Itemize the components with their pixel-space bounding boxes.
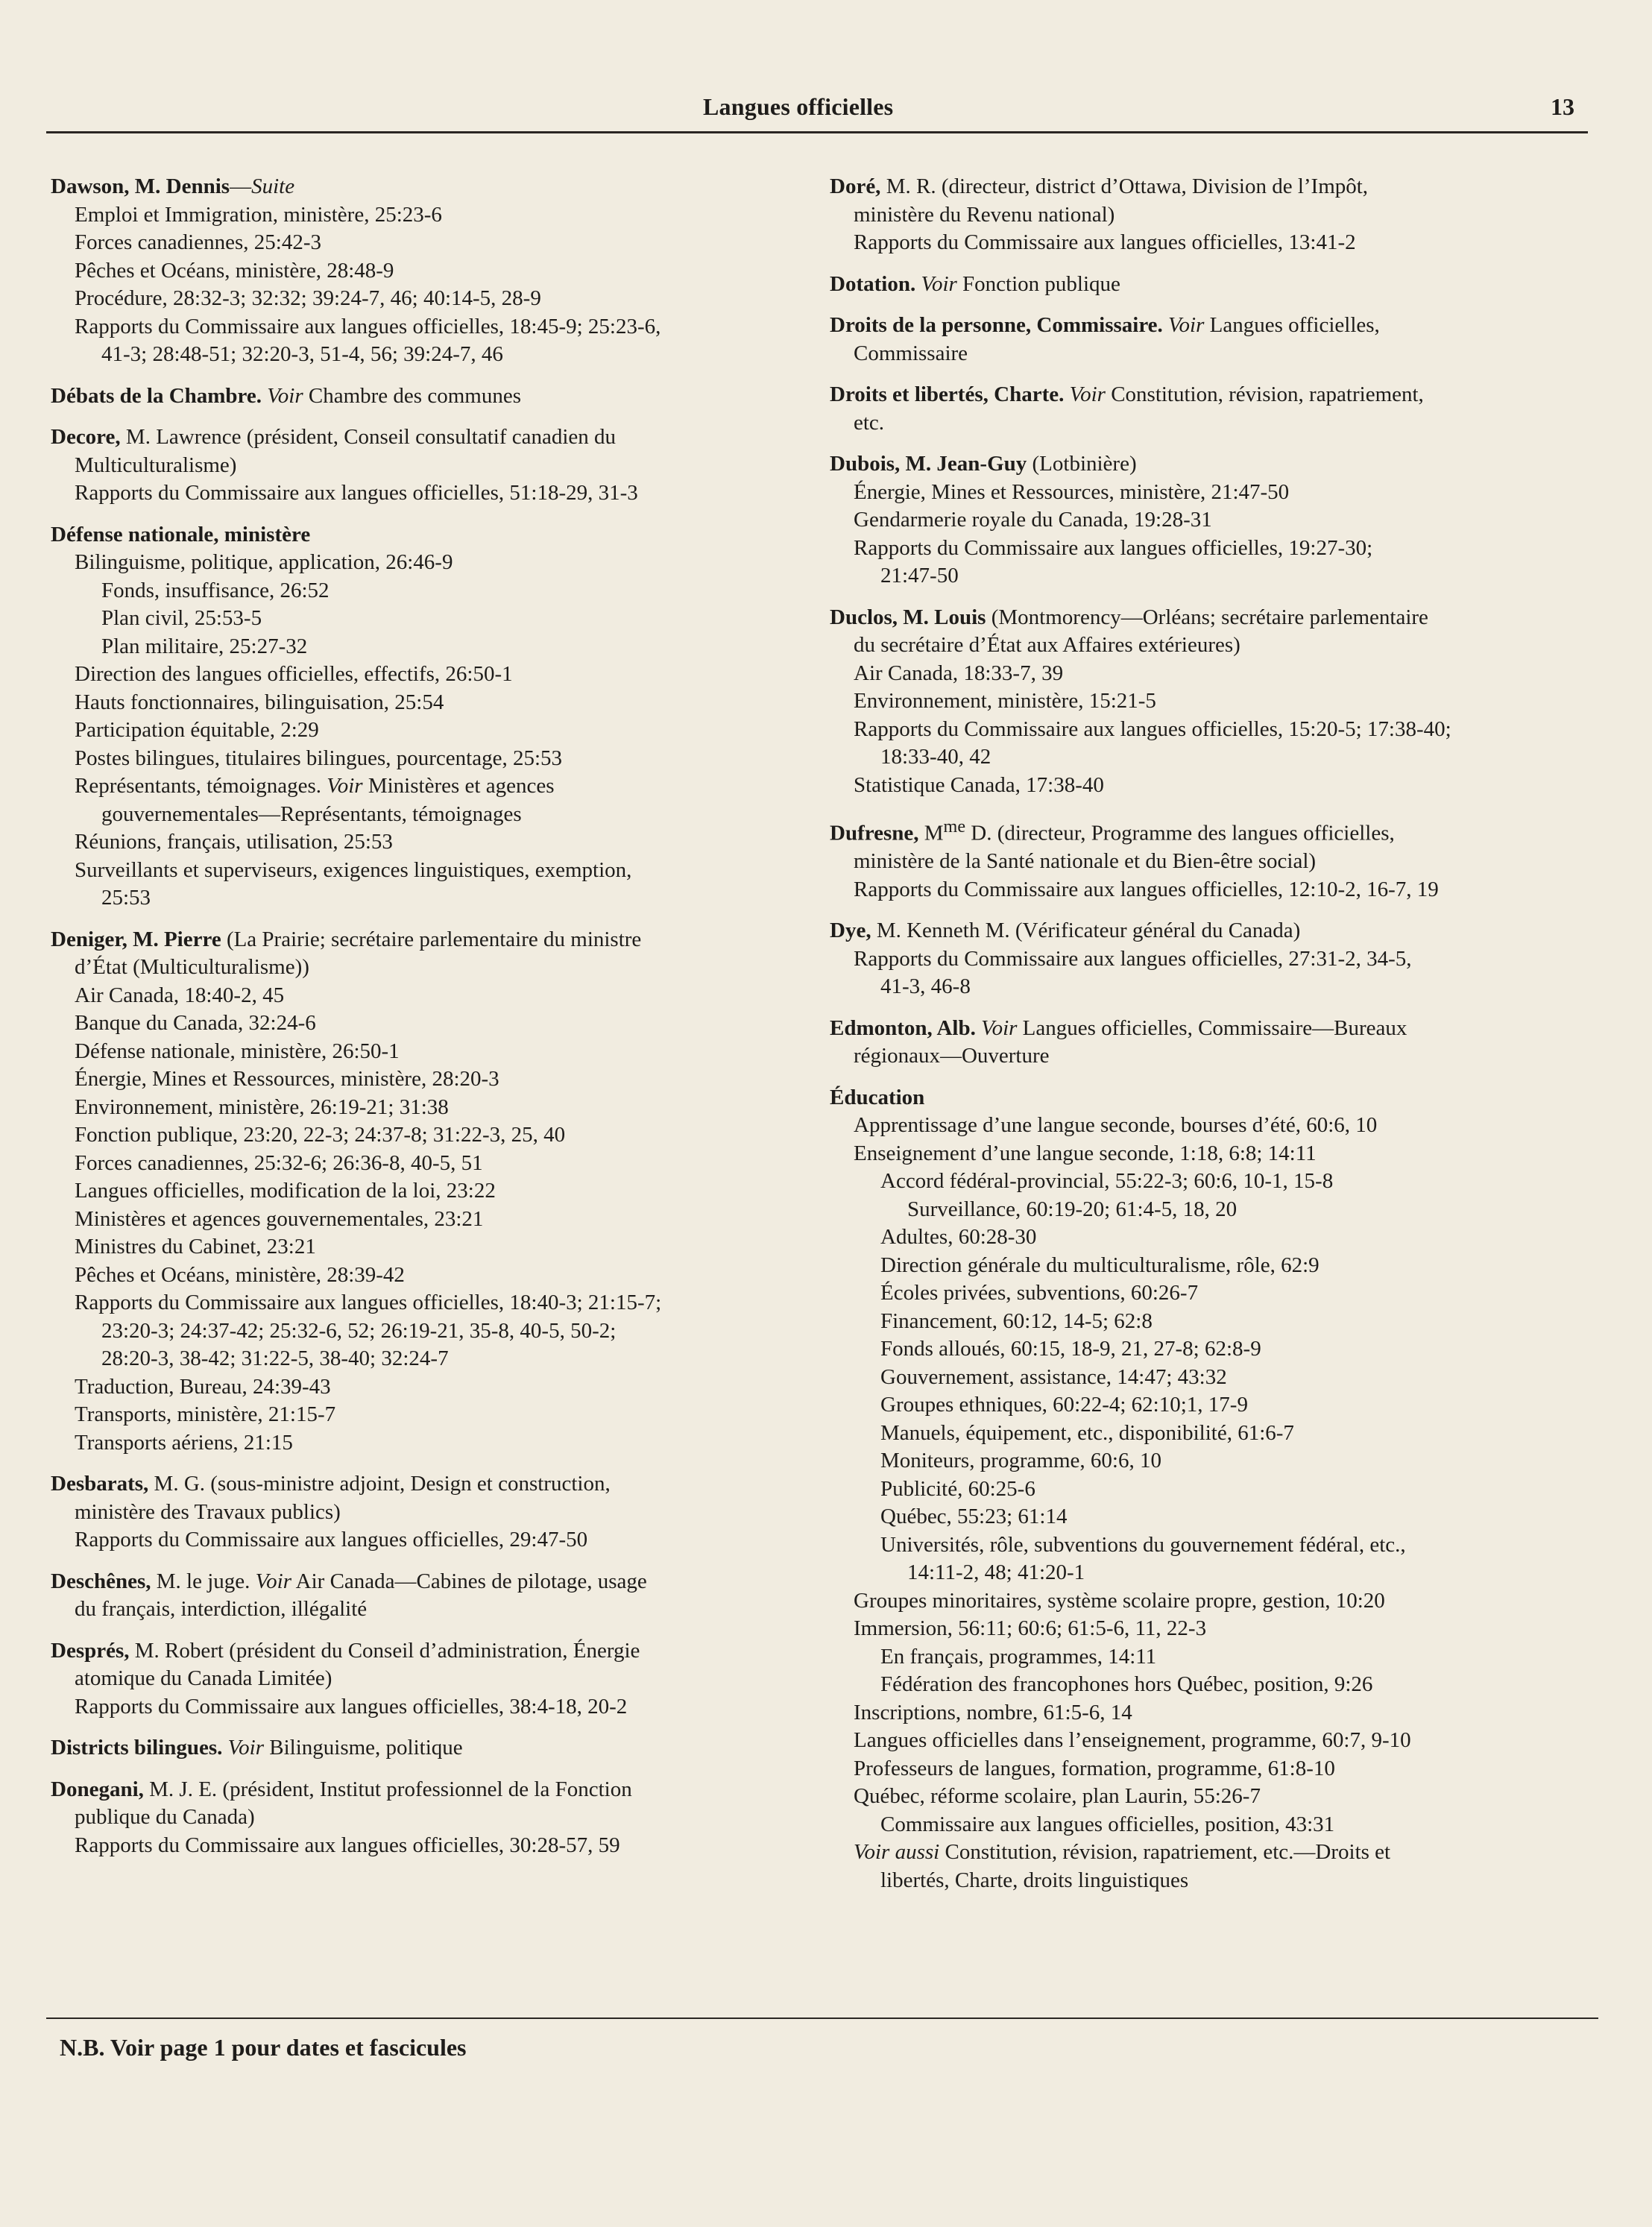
entry-subline: Fédération des francophones hors Québec, position, 9:26 (880, 1672, 1373, 1697)
entry-subline: Emploi et Immigration, ministère, 25:23-6 (75, 202, 442, 227)
entry-subline: Voir aussi Constitution, révision, rapatriement, etc.—Droits et (854, 1840, 1391, 1865)
entry-subline: Inscriptions, nombre, 61:5-6, 14 (854, 1700, 1132, 1724)
index-entry (830, 1084, 1583, 1895)
entry-subline: Adultes, 60:28-30 (880, 1225, 1037, 1250)
index-entry (830, 917, 1583, 1001)
index-entry (51, 1568, 796, 1624)
entry-subline: Air Canada, 18:40-2, 45 (75, 983, 285, 1007)
entry-subline: Multiculturalisme) (75, 453, 237, 477)
entry-subline: En français, programmes, 14:11 (880, 1644, 1157, 1669)
entry-subline: Pêches et Océans, ministère, 28:48-9 (75, 258, 394, 283)
entry-subline: Plan civil, 25:53-5 (101, 606, 262, 630)
index-entry (51, 926, 796, 1458)
entry-subline: Rapports du Commissaire aux langues officielles, 19:27-30; (854, 535, 1373, 560)
header-rule (46, 131, 1588, 133)
entry-subline: Transports, ministère, 21:15-7 (75, 1402, 336, 1426)
entry-heading: Droits de la personne, Commissaire. Voir Langues officielles, (830, 313, 1380, 337)
entry-subline: Rapports du Commissaire aux langues officielles, 13:41-2 (854, 230, 1356, 254)
footnote: N.B. Voir page 1 pour dates et fascicules (60, 2034, 467, 2061)
entry-subline: 14:11-2, 48; 41:20-1 (907, 1560, 1085, 1585)
entry-subline: Immersion, 56:11; 60:6; 61:5-6, 11, 22-3 (854, 1616, 1207, 1641)
entry-subline: Air Canada, 18:33-7, 39 (854, 661, 1064, 685)
entry-subline: 25:53 (101, 886, 151, 910)
index-entry (830, 173, 1583, 257)
entry-subline: Langues officielles dans l’enseignement, programme, 60:7, 9-10 (854, 1728, 1411, 1753)
entry-subline: Manuels, équipement, etc., disponibilité, 61:6-7 (880, 1420, 1294, 1445)
entry-subline: Énergie, Mines et Ressources, ministère, 21:47-50 (854, 479, 1290, 504)
entry-heading: Droits et libertés, Charte. Voir Constitution, révision, rapatriement, (830, 382, 1424, 406)
entry-subline: Fonds alloués, 60:15, 18-9, 21, 27-8; 62:8-9 (880, 1337, 1261, 1361)
entry-subline: Moniteurs, programme, 60:6, 10 (880, 1449, 1161, 1473)
entry-subline: Rapports du Commissaire aux langues officielles, 12:10-2, 16-7, 19 (854, 877, 1439, 901)
entry-subline: Procédure, 28:32-3; 32:32; 39:24-7, 46; 40:14-5, 28-9 (75, 286, 541, 310)
entry-subline: Québec, réforme scolaire, plan Laurin, 55:26-7 (854, 1784, 1261, 1809)
entry-subline: Forces canadiennes, 25:42-3 (75, 230, 321, 254)
footer-rule (46, 2017, 1598, 2019)
entry-heading: Dufresne, $M^{me}$ D. (directeur, Programme des langues officielles, (830, 816, 1395, 845)
index-entry (51, 1637, 796, 1722)
entry-heading: Dubois, M. Jean-Guy (Lotbinière) (830, 452, 1137, 476)
entry-subline: Groupes minoritaires, système scolaire propre, gestion, 10:20 (854, 1588, 1385, 1613)
running-title: Langues officielles (703, 93, 894, 120)
entry-subline: Statistique Canada, 17:38-40 (854, 772, 1104, 797)
entry-subline: etc. (854, 410, 885, 435)
entry-heading: Dawson, M. Dennis—Suite (51, 174, 295, 198)
entry-subline: publique du Canada) (75, 1805, 255, 1829)
entry-subline: 21:47-50 (880, 564, 959, 588)
entry-subline: Traduction, Bureau, 24:39-43 (75, 1374, 331, 1399)
entry-heading: Éducation (830, 1085, 925, 1109)
entry-heading: Donegani, M. J. E. (président, Institut professionnel de la Fonction (51, 1777, 632, 1801)
entry-subline: Rapports du Commissaire aux langues officielles, 51:18-29, 31-3 (75, 481, 638, 505)
entry-heading: Doré, M. R. (directeur, district d’Ottawa, Division de l’Impôt, (830, 174, 1369, 198)
index-column-right (830, 173, 1583, 1908)
entry-subline: libertés, Charte, droits linguistiques (880, 1868, 1189, 1892)
entry-subline: Rapports du Commissaire aux langues officielles, 27:31-2, 34-5, (854, 946, 1412, 971)
index-entry (830, 450, 1583, 590)
entry-subline: Forces canadiennes, 25:32-6; 26:36-8, 40-5, 51 (75, 1150, 483, 1175)
entry-subline: Rapports du Commissaire aux langues officielles, 18:45-9; 25:23-6, (75, 314, 661, 338)
entry-subline: Rapports du Commissaire aux langues officielles, 29:47-50 (75, 1528, 588, 1552)
index-entry (830, 381, 1583, 437)
entry-subline: Professeurs de langues, formation, programme, 61:8-10 (854, 1756, 1335, 1780)
entry-subline: Gouvernement, assistance, 14:47; 43:32 (880, 1364, 1227, 1389)
entry-subline: régionaux—Ouverture (854, 1044, 1050, 1068)
entry-subline: Universités, rôle, subventions du gouvernement fédéral, etc., (880, 1532, 1406, 1557)
entry-subline: Direction des langues officielles, effectifs, 26:50-1 (75, 662, 513, 686)
entry-subline: 28:20-3, 38-42; 31:22-5, 38-40; 32:24-7 (101, 1346, 449, 1370)
entry-subline: Ministères et agences gouvernementales, 23:21 (75, 1206, 484, 1231)
entry-subline: Énergie, Mines et Ressources, ministère, 28:20-3 (75, 1067, 499, 1091)
entry-subline: Hauts fonctionnaires, bilinguisation, 25:54 (75, 690, 444, 714)
page-header (0, 0, 1652, 142)
entry-subline: gouvernementales—Représentants, témoignages (101, 801, 522, 826)
entry-subline: 41-3; 28:48-51; 32:20-3, 51-4, 56; 39:24-7, 46 (101, 342, 503, 366)
entry-heading: Débats de la Chambre. Voir Chambre des communes (51, 383, 521, 408)
entry-subline: ministère du Revenu national) (854, 202, 1115, 227)
entry-subline: Rapports du Commissaire aux langues officielles, 18:40-3; 21:15-7; (75, 1291, 662, 1314)
index-entry (51, 1776, 796, 1860)
entry-subline: Fonction publique, 23:20, 22-3; 24:37-8; 31:22-3, 25, 40 (75, 1123, 566, 1147)
entry-subline: Direction générale du multiculturalisme, rôle, 62:9 (880, 1253, 1320, 1277)
entry-subline: Rapports du Commissaire aux langues officielles, 38:4-18, 20-2 (75, 1694, 628, 1719)
entry-heading: Decore, M. Lawrence (président, Conseil consultatif canadien du (51, 425, 617, 449)
entry-heading: Duclos, M. Louis (Montmorency—Orléans; secrétaire parlementaire (830, 605, 1428, 629)
entry-subline: Banque du Canada, 32:24-6 (75, 1011, 316, 1035)
index-entry (51, 1734, 796, 1763)
entry-subline: 41-3, 46-8 (880, 974, 971, 999)
index-entry (51, 1470, 796, 1555)
index-entry (830, 312, 1583, 368)
entry-subline: Participation équitable, 2:29 (75, 718, 319, 742)
index-entry (51, 382, 796, 411)
entry-heading: Després, M. Robert (président du Conseil d’administration, Énergie (51, 1638, 640, 1663)
entry-subline: du secrétaire d’État aux Affaires extérieures) (854, 633, 1240, 657)
index-entry (830, 271, 1583, 299)
entry-subline: Plan militaire, 25:27-32 (101, 634, 308, 658)
entry-heading: Desbarats, M. G. (sous-ministre adjoint, Design et construction, (51, 1472, 611, 1496)
entry-subline: Apprentissage d’une langue seconde, bourses d’été, 60:6, 10 (854, 1113, 1378, 1138)
entry-subline: Écoles privées, subventions, 60:26-7 (880, 1281, 1199, 1305)
entry-subline: Bilinguisme, politique, application, 26:46-9 (75, 550, 453, 574)
entry-subline: Groupes ethniques, 60:22-4; 62:10;1, 17-9 (880, 1393, 1248, 1417)
entry-subline: Fonds, insuffisance, 26:52 (101, 578, 330, 602)
entry-subline: Langues officielles, modification de la loi, 23:22 (75, 1179, 496, 1203)
index-column-left (51, 173, 796, 1873)
entry-subline: Financement, 60:12, 14-5; 62:8 (880, 1308, 1153, 1333)
entry-subline: d’État (Multiculturalisme)) (75, 955, 309, 979)
entry-subline: Défense nationale, ministère, 26:50-1 (75, 1039, 400, 1063)
entry-subline: atomique du Canada Limitée) (75, 1666, 332, 1690)
entry-subline: Environnement, ministère, 15:21-5 (854, 689, 1156, 713)
index-entry (51, 423, 796, 508)
entry-heading: Edmonton, Alb. Voir Langues officielles, Commissaire—Bureaux (830, 1015, 1407, 1040)
entry-subline: Québec, 55:23; 61:14 (880, 1505, 1068, 1529)
index-entry (830, 604, 1583, 800)
entry-subline: Postes bilingues, titulaires bilingues, pourcentage, 25:53 (75, 746, 563, 770)
entry-subline: Représentants, témoignages. Voir Ministères et agences (75, 774, 555, 798)
entry-subline: Rapports du Commissaire aux langues officielles, 15:20-5; 17:38-40; (854, 716, 1451, 741)
entry-heading: Deniger, M. Pierre (La Prairie; secrétaire parlementaire du ministre (51, 927, 642, 951)
index-entry (51, 173, 796, 369)
entry-subline: Ministres du Cabinet, 23:21 (75, 1235, 316, 1259)
index-entry (830, 1015, 1583, 1071)
entry-subline: Commissaire aux langues officielles, position, 43:31 (880, 1812, 1335, 1836)
entry-subline: Publicité, 60:25-6 (880, 1476, 1035, 1501)
page-number: 13 (1551, 93, 1574, 120)
entry-heading: Districts bilingues. Voir Bilinguisme, politique (51, 1736, 463, 1760)
entry-heading: Défense nationale, ministère (51, 522, 311, 546)
entry-subline: Rapports du Commissaire aux langues officielles, 30:28-57, 59 (75, 1833, 620, 1857)
entry-heading: Dye, M. Kenneth M. (Vérificateur général du Canada) (830, 919, 1301, 943)
entry-subline: ministère des Travaux publics) (75, 1499, 341, 1524)
entry-subline: Gendarmerie royale du Canada, 19:28-31 (854, 508, 1212, 532)
index-entry (830, 813, 1583, 904)
entry-subline: Environnement, ministère, 26:19-21; 31:38 (75, 1094, 449, 1119)
entry-subline: 18:33-40, 42 (880, 745, 991, 769)
entry-subline: Surveillance, 60:19-20; 61:4-5, 18, 20 (907, 1197, 1238, 1221)
entry-subline: Commissaire (854, 341, 968, 365)
entry-subline: Accord fédéral-provincial, 55:22-3; 60:6, 10-1, 15-8 (880, 1169, 1334, 1194)
entry-subline: Transports aériens, 21:15 (75, 1430, 293, 1455)
entry-subline: du français, interdiction, illégalité (75, 1597, 368, 1621)
entry-subline: 23:20-3; 24:37-42; 25:32-6, 52; 26:19-21, 35-8, 40-5, 50-2; (101, 1318, 617, 1343)
index-entry (51, 521, 796, 913)
entry-subline: ministère de la Santé nationale et du Bien-être social) (854, 849, 1317, 874)
entry-heading: Dotation. Voir Fonction publique (830, 271, 1120, 296)
entry-heading: Deschênes, M. le juge. Voir Air Canada—Cabines de pilotage, usage (51, 1569, 647, 1593)
entry-subline: Réunions, français, utilisation, 25:53 (75, 830, 393, 854)
entry-subline: Pêches et Océans, ministère, 28:39-42 (75, 1262, 405, 1287)
entry-subline: Enseignement d’une langue seconde, 1:18, 6:8; 14:11 (854, 1141, 1317, 1165)
entry-subline: Surveillants et superviseurs, exigences linguistiques, exemption, (75, 857, 632, 882)
